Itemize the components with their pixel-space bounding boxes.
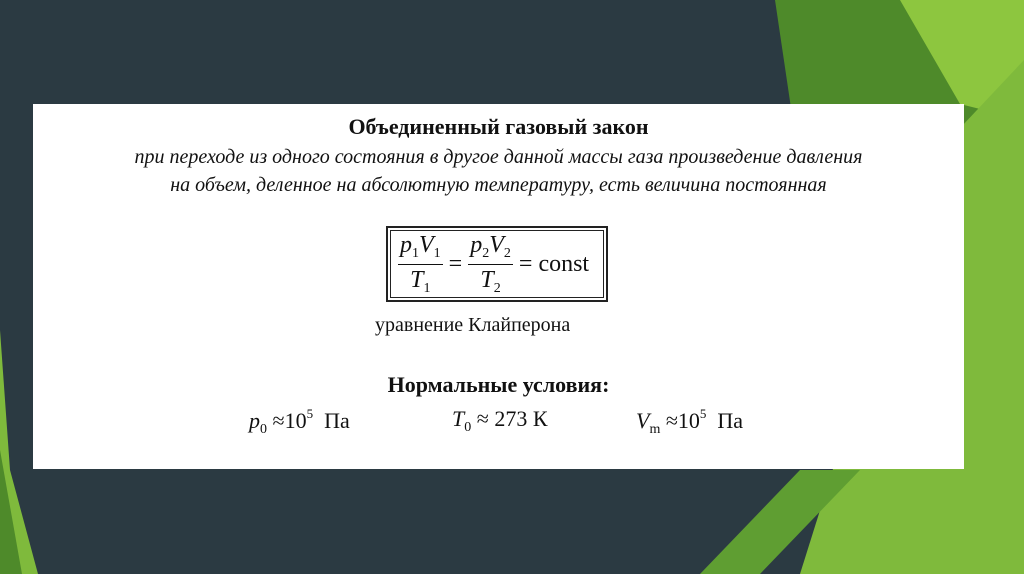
right-numerator: $p_2V_2$ xyxy=(468,233,513,265)
slide-title: Объединенный газовый закон xyxy=(348,114,649,139)
condition-temperature: $T_0 \approx 273$ К xyxy=(452,406,548,435)
left-numerator: $p_1V_1$ xyxy=(398,233,443,265)
left-denominator: $T_1$ xyxy=(410,266,431,296)
right-fraction xyxy=(468,233,513,296)
description-line-1: при переходе из одного состояния в другое данной массы газа произведение давления xyxy=(134,146,863,168)
condition-pressure: $p_0 \approx 10^5$ Па xyxy=(249,406,350,437)
right-denominator: $T_2$ xyxy=(480,266,501,296)
formula-box xyxy=(386,226,608,302)
clapeyron-formula xyxy=(398,231,589,297)
equals-sign-2: = xyxy=(518,250,533,277)
description-line-2: на объем, деленное на абсолютную температуру, есть величина постоянная xyxy=(170,174,827,196)
content-card xyxy=(33,104,964,469)
equals-sign-1: = xyxy=(448,250,463,277)
condition-volume: $V_m \approx 10^5$ Па xyxy=(636,406,744,437)
formula-caption: уравнение Клайперона xyxy=(375,314,571,336)
left-fraction xyxy=(398,233,443,296)
const-label: const xyxy=(538,250,590,277)
normal-conditions-title: Нормальные условия: xyxy=(387,372,610,397)
